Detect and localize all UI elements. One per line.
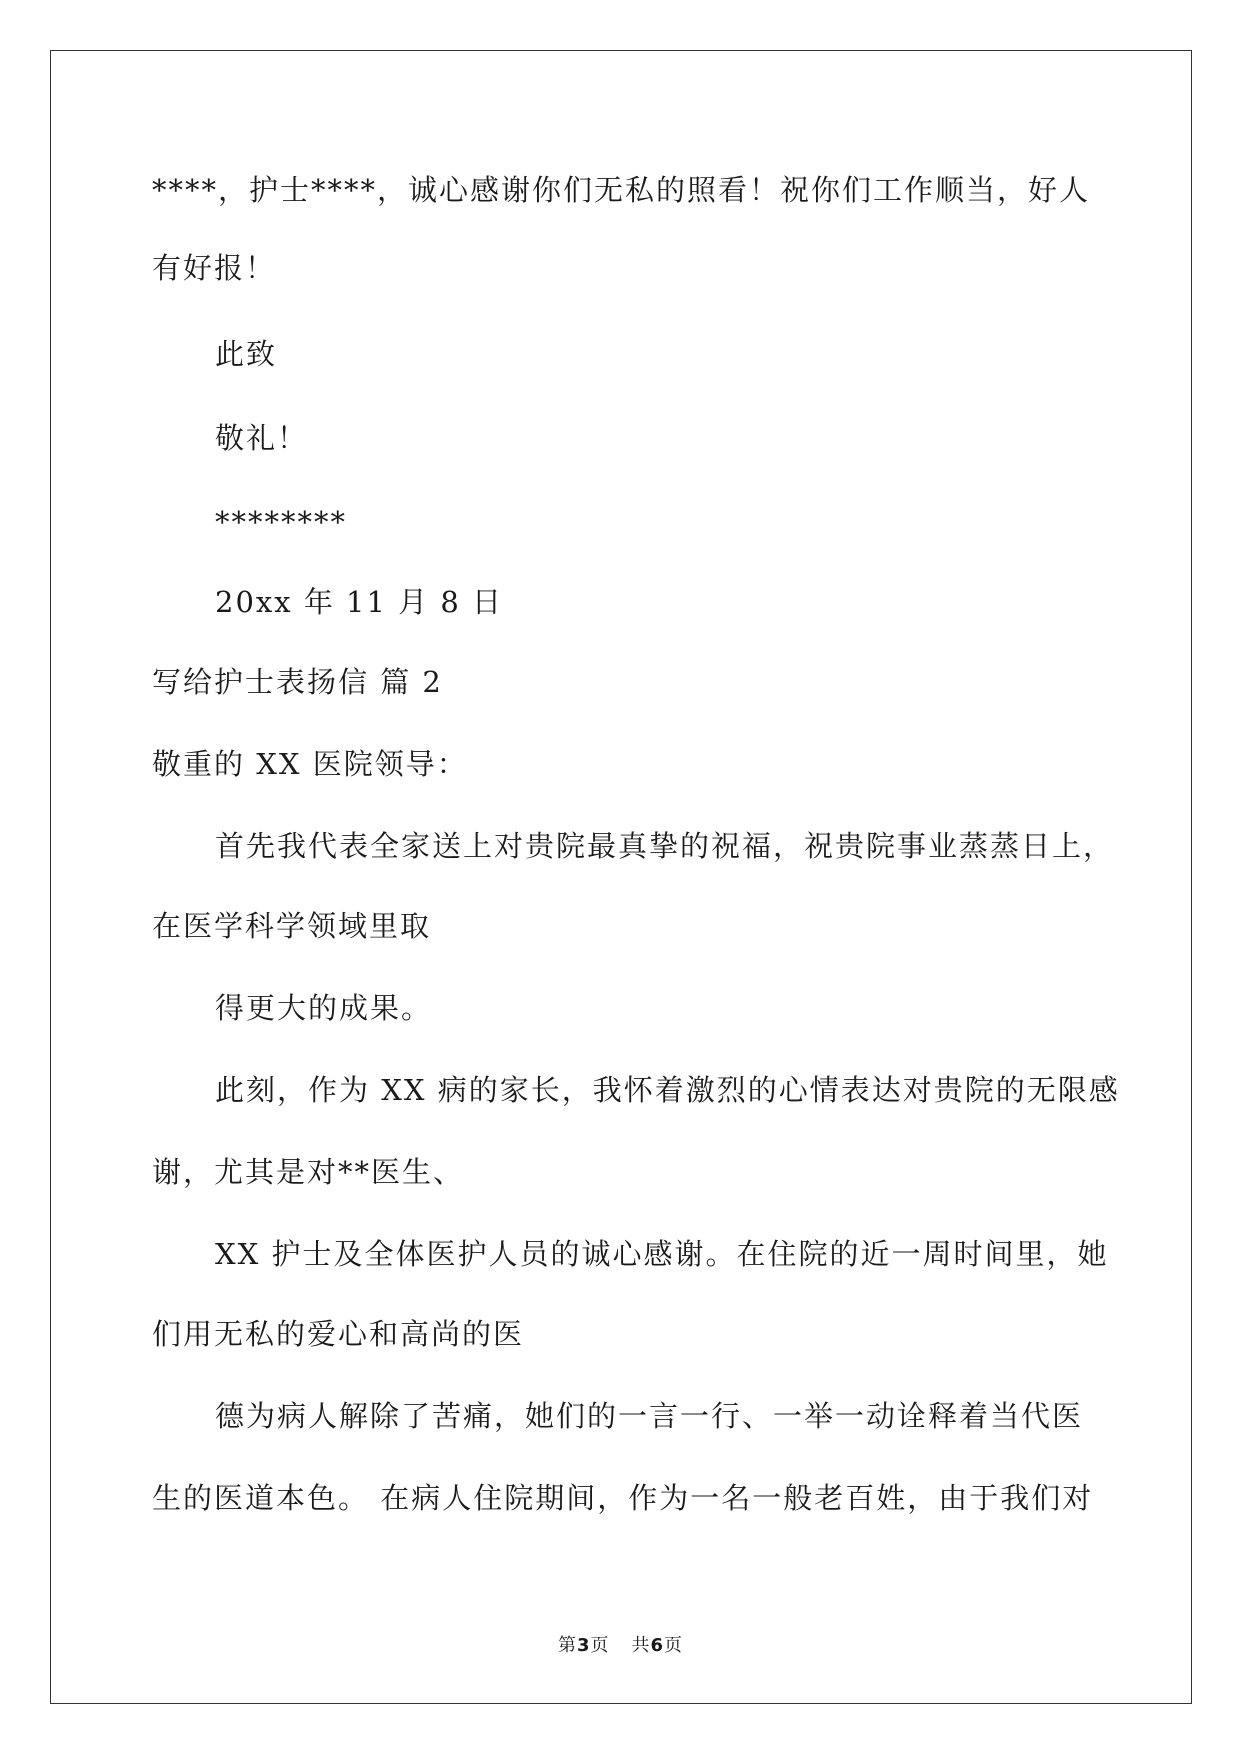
page-total-prefix: 共 xyxy=(631,1635,651,1656)
text-line: 谢，尤其是对**医生、 xyxy=(152,1155,465,1189)
text-line: 们用无私的爱心和高尚的医 xyxy=(152,1317,525,1351)
closing-salutation: 此致 xyxy=(215,337,278,371)
page-number-prefix: 第 xyxy=(557,1635,577,1656)
letter-greeting: 敬重的 XX 医院领导： xyxy=(152,747,468,781)
page-border xyxy=(50,50,1192,1704)
signature: ******** xyxy=(215,505,347,539)
text-line: 得更大的成果。 xyxy=(215,991,433,1025)
text-line: 德为病人解除了苦痛，她们的一言一行、一举一动诠释着当代医 xyxy=(215,1399,1084,1433)
text-line: 在医学科学领域里取 xyxy=(152,909,432,943)
page-total-suffix: 页 xyxy=(664,1635,684,1656)
text-line: 生的医道本色。 在病人住院期间，作为一名一般老百姓，由于我们对 xyxy=(152,1481,1094,1515)
page-number-current: 3 xyxy=(576,1635,591,1656)
text-line: 首先我代表全家送上对贵院最真挚的祝福，祝贵院事业蒸蒸日上， xyxy=(215,829,1115,863)
page-footer xyxy=(0,1631,1241,1657)
text-line: 有好报！ xyxy=(152,251,277,285)
text-line: 此刻，作为 XX 病的家长，我怀着激烈的心情表达对贵院的无限感 xyxy=(215,1073,1120,1107)
text-line: ****，护士****，诚心感谢你们无私的照看！祝你们工作顺当，好人 xyxy=(152,173,1091,207)
section-title: 写给护士表扬信 篇 2 xyxy=(152,665,443,699)
closing-regards: 敬礼！ xyxy=(215,421,309,455)
letter-date: 20xx 年 11 月 8 日 xyxy=(215,585,504,619)
text-line: XX 护士及全体医护人员的诚心感谢。在住院的近一周时间里，她 xyxy=(215,1237,1109,1271)
page-total: 6 xyxy=(650,1635,665,1656)
page-number-suffix: 页 xyxy=(590,1635,610,1656)
